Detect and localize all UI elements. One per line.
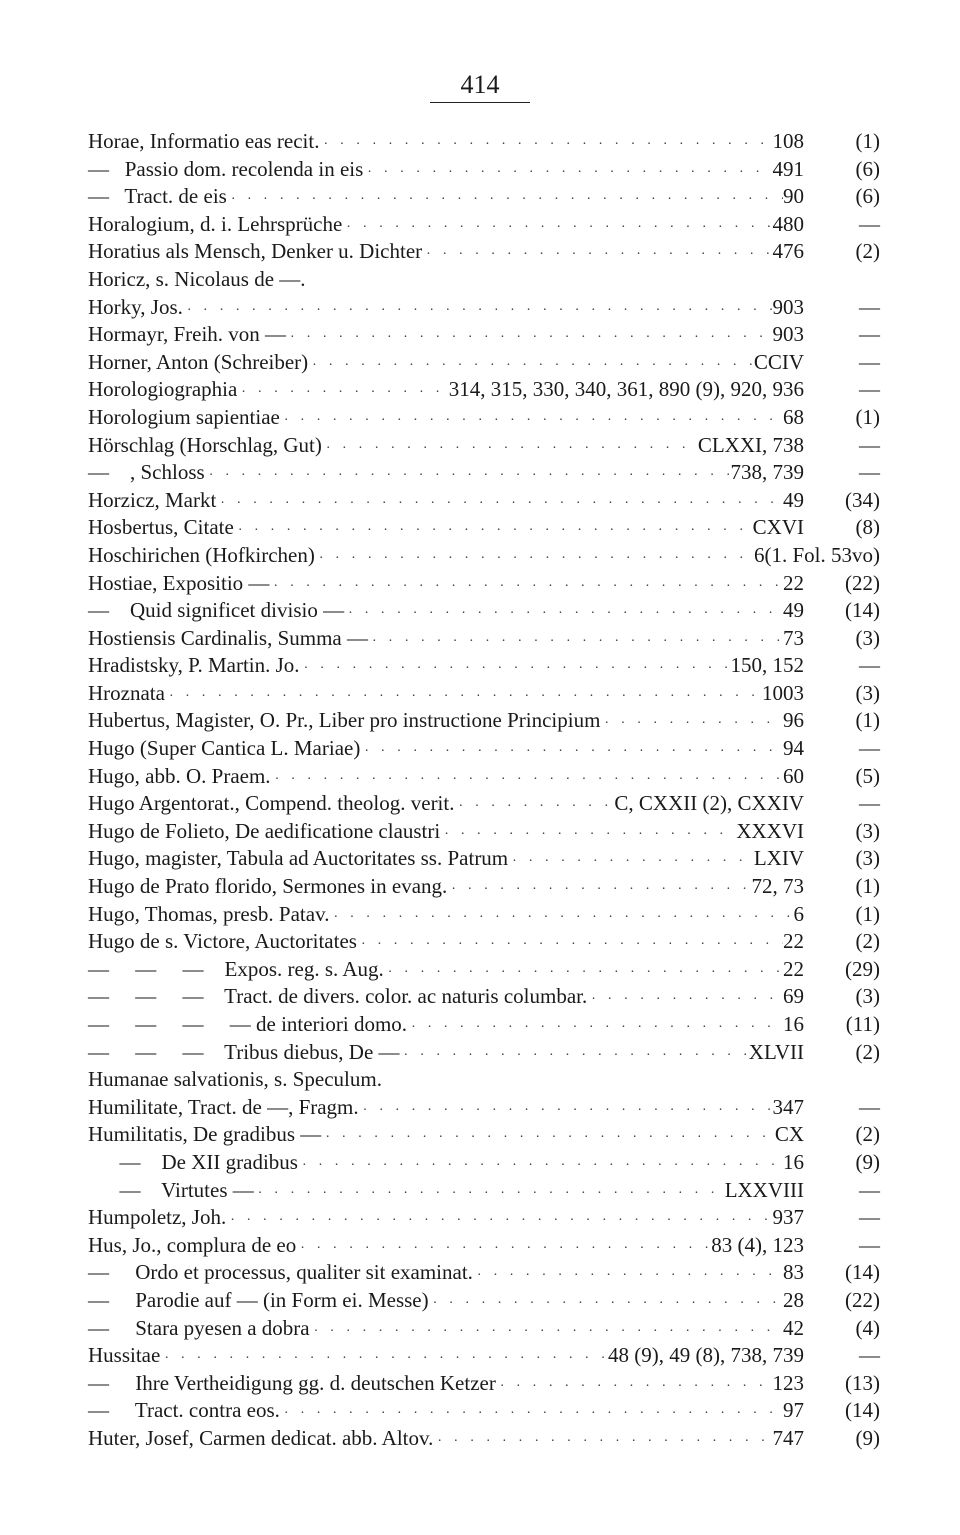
entry-note: (11): [845, 1012, 880, 1036]
entry-text: Hugo de s. Victore, Auctoritates: [88, 929, 357, 954]
entry-text: — — — Tract. de divers. color. ac naturis columbar.: [88, 984, 588, 1009]
entry-text: — , Schloss: [88, 460, 205, 485]
index-entry: [88, 321, 880, 349]
index-entry: [88, 763, 880, 791]
index-entry: [88, 845, 880, 873]
dot-leader: [363, 159, 772, 187]
dot-leader: [322, 435, 698, 463]
entry-reference: 903: [772, 294, 804, 319]
entry-note: (1. Fol. 53vo): [764, 542, 880, 567]
index-entry: [88, 901, 880, 929]
dot-leader: [508, 848, 754, 876]
entry-note: (34): [845, 487, 880, 512]
index-entry: [88, 1011, 880, 1039]
entry-text: Humilitate, Tract. de —, Fragm.: [88, 1094, 359, 1119]
index-entry: [88, 652, 880, 680]
index-entry: [88, 625, 880, 653]
entry-reference: 480: [772, 211, 804, 236]
index-entry: [88, 542, 880, 570]
entry-reference: 123: [772, 1370, 804, 1395]
index-entry: [88, 487, 880, 515]
index-entry: [88, 1232, 880, 1260]
entry-note: (5): [855, 763, 880, 788]
entry-note: (13): [845, 1370, 880, 1395]
entry-text: Horalogium, d. i. Lehrsprüche: [88, 211, 343, 236]
entry-note: (1): [855, 404, 880, 429]
entry-reference: 83 (4), 123: [711, 1232, 804, 1257]
entry-reference: 96: [783, 708, 804, 733]
entry-reference: CCIV: [753, 349, 804, 374]
entry-reference: CLXXI, 738: [697, 432, 804, 457]
dot-leader: [360, 738, 783, 766]
dot-leader: [422, 241, 772, 269]
index-entry: [88, 211, 880, 239]
index-entry: [88, 1121, 880, 1149]
entry-reference: 6: [754, 542, 765, 567]
index-entry: [88, 1259, 880, 1287]
entry-note: —: [859, 653, 880, 678]
entry-reference: 90: [783, 184, 804, 209]
entry-reference: 22: [783, 956, 804, 981]
dot-leader: [160, 1345, 608, 1373]
entry-note: —: [859, 432, 880, 457]
entry-reference: 476: [772, 239, 804, 264]
entry-reference: 937: [772, 1205, 804, 1230]
entry-note: (29): [845, 956, 880, 981]
index-entry: [88, 266, 880, 294]
entry-text: Hradistsky, P. Martin. Jo.: [88, 653, 300, 678]
index-entry: [88, 983, 880, 1011]
entry-reference: 48 (9), 49 (8), 738, 739: [608, 1343, 804, 1368]
index-entry: [88, 183, 880, 211]
entry-reference: 94: [783, 736, 804, 761]
dot-leader: [600, 710, 783, 738]
entry-note: —: [859, 1205, 880, 1230]
entry-reference: 60: [783, 763, 804, 788]
entry-text: Hormayr, Freih. von —: [88, 322, 287, 347]
index-entry: [88, 1370, 880, 1398]
entry-reference: 108: [772, 129, 804, 153]
entry-note: —: [859, 1232, 880, 1257]
index-entry: [88, 707, 880, 735]
entry-note: (4): [855, 1315, 880, 1340]
index-entry: [88, 1149, 880, 1177]
dot-leader: [319, 131, 772, 159]
entry-text: — De XII gradibus: [88, 1149, 298, 1174]
index-entry: [88, 1066, 880, 1094]
entry-reference: 68: [783, 404, 804, 429]
entry-reference: 6: [793, 901, 804, 926]
index-entry: [88, 1425, 880, 1453]
entry-reference: LXIV: [753, 846, 804, 871]
entry-text: Horner, Anton (Schreiber): [88, 349, 309, 374]
dot-leader: [226, 1207, 772, 1235]
entry-text: Horae, Informatio eas recit.: [88, 129, 320, 153]
dot-leader: [429, 1290, 783, 1318]
entry-text: Hugo de Prato florido, Sermones in evang.: [88, 874, 448, 899]
entry-reference: 49: [783, 487, 804, 512]
index-entry: [88, 1177, 880, 1205]
entry-text: Hugo, Thomas, presb. Patav.: [88, 901, 330, 926]
entry-note: (2): [855, 1122, 880, 1147]
entry-note: (3): [855, 846, 880, 871]
dot-leader: [440, 821, 736, 849]
entry-text: — — — Expos. reg. s. Aug.: [88, 956, 384, 981]
entry-reference: 42: [783, 1315, 804, 1340]
index-entry: [88, 1204, 880, 1232]
entry-note: (14): [845, 598, 880, 623]
entry-text: Horologium sapientiae: [88, 404, 280, 429]
entry-reference: 83: [783, 1260, 804, 1285]
entry-note: —: [859, 294, 880, 319]
entry-reference: CX: [774, 1122, 804, 1147]
dot-leader: [165, 683, 762, 711]
dot-leader: [280, 407, 783, 435]
index-entry: [88, 597, 880, 625]
entry-reference: 97: [783, 1398, 804, 1423]
index-entry: [88, 1039, 880, 1067]
entry-note: (1): [855, 129, 880, 153]
entry-reference: 491: [772, 156, 804, 181]
entry-text: Horatius als Mensch, Denker u. Dichter: [88, 239, 423, 264]
entry-text: Hosbertus, Citate: [88, 515, 234, 540]
entry-note: —: [859, 791, 880, 816]
entry-reference: 72, 73: [751, 874, 804, 899]
entry-text: — Virtutes —: [88, 1177, 254, 1202]
entry-note: —: [859, 736, 880, 761]
index-entry: [88, 514, 880, 542]
entry-note: —: [859, 1343, 880, 1368]
index-entry: [88, 376, 880, 404]
dot-leader: [298, 1152, 783, 1180]
index-entry: [88, 459, 880, 487]
dot-leader: [587, 986, 783, 1014]
entry-note: (3): [855, 984, 880, 1009]
entry-text: — Quid significet divisio —: [88, 598, 345, 623]
entry-text: — Tract. de eis: [88, 184, 227, 209]
entry-note: (3): [855, 680, 880, 705]
entry-note: (9): [855, 1149, 880, 1174]
entry-note: (8): [855, 515, 880, 540]
dot-leader: [216, 490, 783, 518]
entry-reference: 16: [783, 1012, 804, 1036]
entry-text: Hugo de Folieto, De aedificatione claustri: [88, 818, 441, 843]
entry-text: Huter, Josef, Carmen dedicat. abb. Altov.: [88, 1425, 434, 1450]
entry-note: (22): [845, 1287, 880, 1312]
index-entry: [88, 570, 880, 598]
entry-reference: 22: [783, 929, 804, 954]
index-entry: [88, 349, 880, 377]
entry-text: Hugo, abb. O. Praem.: [88, 763, 271, 788]
dot-leader: [496, 1373, 773, 1401]
entry-text: Hugo, magister, Tabula ad Auctoritates ss. Patrum: [88, 846, 509, 871]
entry-text: Hroznata: [88, 680, 165, 705]
entry-note: (3): [855, 625, 880, 650]
index-entry: [88, 1342, 880, 1370]
dot-leader: [344, 600, 783, 628]
entry-note: (2): [855, 929, 880, 954]
entry-reference: 738, 739: [730, 460, 804, 485]
index-entry: [88, 238, 880, 266]
page-number: 414: [460, 70, 500, 99]
entry-note: (22): [845, 570, 880, 595]
index-entry: [88, 735, 880, 763]
entry-note: —: [859, 322, 880, 347]
entry-text: — — — Tribus diebus, De —: [88, 1039, 400, 1064]
entry-note: —: [859, 1094, 880, 1119]
entry-note: (14): [845, 1398, 880, 1423]
entry-reference: 1003: [762, 680, 804, 705]
entry-text: Hussitae: [88, 1343, 161, 1368]
entry-reference: CXVI: [752, 515, 804, 540]
index-entry: [88, 156, 880, 184]
entry-note: (6): [855, 156, 880, 181]
entry-reference: 347: [772, 1094, 804, 1119]
dot-leader: [447, 876, 751, 904]
dot-leader: [300, 655, 731, 683]
dot-leader: [357, 931, 783, 959]
entry-note: —: [859, 349, 880, 374]
entry-reference: LXXVIII: [724, 1177, 804, 1202]
entry-reference: XXXVI: [736, 818, 804, 843]
dot-leader: [269, 573, 783, 601]
entry-note: (2): [855, 1039, 880, 1064]
dot-leader: [329, 904, 793, 932]
index-entry: [88, 928, 880, 956]
entry-text: — Ihre Vertheidigung gg. d. deutschen Ketzer: [88, 1370, 496, 1395]
dot-leader: [400, 1042, 749, 1070]
entry-text: Humilitatis, De gradibus —: [88, 1122, 322, 1147]
entry-reference: 73: [783, 625, 804, 650]
entry-text: — Ordo et processus, qualiter sit examinat.: [88, 1260, 473, 1285]
dot-leader: [342, 214, 772, 242]
entry-text: — Parodie auf — (in Form ei. Messe): [88, 1287, 429, 1312]
entry-reference: 150, 152: [730, 653, 804, 678]
entry-note: (3): [855, 818, 880, 843]
dot-leader: [237, 379, 448, 407]
entry-note: (9): [855, 1425, 880, 1450]
entry-reference: XLVII: [748, 1039, 804, 1064]
entry-text: — Stara pyesen a dobra: [88, 1315, 310, 1340]
dot-leader: [359, 1097, 773, 1125]
entry-note: —: [859, 211, 880, 236]
dot-leader: [205, 462, 731, 490]
index-entry: [88, 680, 880, 708]
entry-text: — — — — de interiori domo.: [88, 1012, 408, 1036]
index-entry: [88, 294, 880, 322]
entry-text: Hugo (Super Cantica L. Mariae): [88, 736, 361, 761]
index-entry: [88, 1397, 880, 1425]
entry-text: — Tract. contra eos.: [88, 1398, 280, 1423]
dot-leader: [254, 1180, 725, 1208]
dot-leader: [234, 517, 753, 545]
entry-text: Hoschirichen (Hofkirchen): [88, 542, 315, 567]
dot-leader: [321, 1124, 775, 1152]
index-entry: [88, 818, 880, 846]
index-entry: [88, 956, 880, 984]
index-entry: [88, 404, 880, 432]
dot-leader: [271, 766, 783, 794]
index-entry: [88, 1094, 880, 1122]
entry-reference: 69: [783, 984, 804, 1009]
dot-leader: [407, 1014, 783, 1042]
dot-leader: [454, 793, 614, 821]
index-entries: [88, 128, 880, 1453]
entry-note: —: [859, 460, 880, 485]
dot-leader: [433, 1428, 772, 1456]
index-entry: [88, 790, 880, 818]
header-rule: [430, 102, 530, 103]
dot-leader: [310, 1318, 783, 1346]
entry-note: —: [859, 377, 880, 402]
dot-leader: [296, 1235, 711, 1263]
entry-text: — Passio dom. recolenda in eis: [88, 156, 364, 181]
index-entry: [88, 873, 880, 901]
entry-text: Horicz, s. Nicolaus de —.: [88, 266, 306, 291]
dot-leader: [315, 545, 754, 573]
index-entry: [88, 128, 880, 156]
dot-leader: [286, 324, 772, 352]
entry-reference: 314, 315, 330, 340, 361, 890 (9), 920, 936: [448, 377, 804, 402]
entry-text: Humanae salvationis, s. Speculum.: [88, 1067, 382, 1092]
entry-reference: 16: [783, 1149, 804, 1174]
dot-leader: [473, 1262, 783, 1290]
dot-leader: [368, 628, 783, 656]
entry-reference: 22: [783, 570, 804, 595]
entry-text: Hus, Jo., complura de eo: [88, 1232, 297, 1257]
index-entry: [88, 1287, 880, 1315]
entry-note: (1): [855, 901, 880, 926]
entry-text: Horologiographia: [88, 377, 238, 402]
dot-leader: [183, 297, 773, 325]
entry-text: Hugo Argentorat., Compend. theolog. verit.: [88, 791, 455, 816]
entry-text: Hostiae, Expositio —: [88, 570, 270, 595]
entry-note: (1): [855, 708, 880, 733]
index-entry: [88, 432, 880, 460]
entry-note: (14): [845, 1260, 880, 1285]
dot-leader: [308, 352, 754, 380]
dot-leader: [384, 959, 783, 987]
entry-text: Horky, Jos.: [88, 294, 183, 319]
entry-reference: 903: [772, 322, 804, 347]
entry-reference: 49: [783, 598, 804, 623]
entry-note: (6): [855, 184, 880, 209]
entry-text: Hubertus, Magister, O. Pr., Liber pro instructione Principium: [88, 708, 601, 733]
index-entry: [88, 1315, 880, 1343]
entry-note: —: [859, 1177, 880, 1202]
entry-text: Hostiensis Cardinalis, Summa —: [88, 625, 368, 650]
entry-reference: 747: [772, 1425, 804, 1450]
entry-reference: C, CXXII (2), CXXIV: [614, 791, 804, 816]
entry-text: Humpoletz, Joh.: [88, 1205, 227, 1230]
entry-note: (2): [855, 239, 880, 264]
entry-text: Horzicz, Markt: [88, 487, 217, 512]
entry-text: Hörschlag (Horschlag, Gut): [88, 432, 322, 457]
dot-leader: [280, 1400, 783, 1428]
entry-reference: 28: [783, 1287, 804, 1312]
entry-note: (1): [855, 874, 880, 899]
dot-leader: [227, 186, 783, 214]
